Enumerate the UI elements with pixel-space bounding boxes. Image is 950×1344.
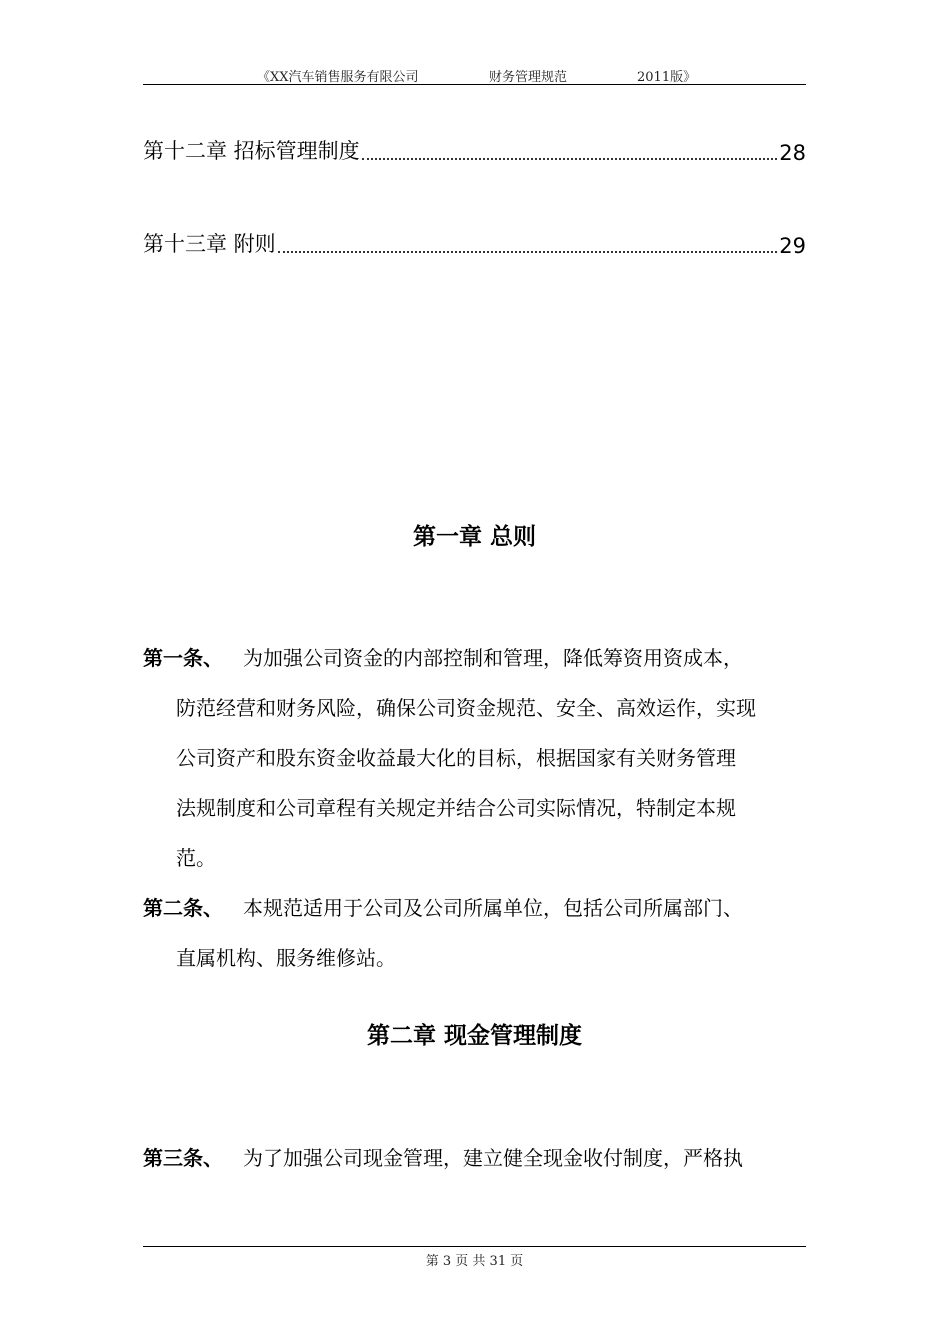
article-paragraph (143, 1133, 806, 1183)
article-line: 为了加强公司现金管理，建立健全现金收付制度，严格执 (243, 1146, 743, 1170)
toc-entry-title: 第十三章 附则 (143, 232, 276, 256)
article-paragraph (143, 633, 806, 883)
article-line: 防范经营和财务风险，确保公司资金规范、安全、高效运作，实现 (176, 696, 756, 720)
article-paragraph (143, 883, 806, 983)
article-label: 第一条、 (143, 646, 223, 670)
toc-entry[interactable] (143, 135, 806, 165)
article-line: 范。 (176, 846, 216, 870)
article-line: 为加强公司资金的内部控制和管理，降低筹资用资成本， (243, 646, 743, 670)
article-line: 本规范适用于公司及公司所属单位，包括公司所属部门、 (243, 896, 743, 920)
article-line: 公司资产和股东资金收益最大化的目标，根据国家有关财务管理 (176, 746, 736, 770)
article-line: 直属机构、服务维修站。 (176, 946, 396, 970)
page-header (143, 64, 806, 85)
chapter-heading: 第二章 现金管理制度 (366, 1023, 582, 1049)
header-company: 《XX汽车销售服务有限公司 (257, 70, 419, 85)
toc-leader-dots (362, 157, 778, 160)
toc-entry-page: 28 (779, 141, 806, 165)
header-version: 2011版》 (637, 70, 697, 85)
article-label: 第三条、 (143, 1146, 223, 1170)
toc-entry-title: 第十二章 招标管理制度 (143, 139, 360, 163)
article-label: 第二条、 (143, 896, 223, 920)
chapter-heading: 第一章 总则 (412, 524, 536, 550)
toc-leader-dots (278, 250, 778, 253)
page-footer (143, 1246, 806, 1269)
toc-entry-page: 29 (779, 234, 806, 258)
toc-entry[interactable] (143, 228, 806, 258)
page-number-text: 第 3 页 共 31 页 (425, 1254, 524, 1269)
article-line: 法规制度和公司章程有关规定并结合公司实际情况，特制定本规 (176, 796, 736, 820)
header-doc-title: 财务管理规范 (489, 70, 568, 85)
